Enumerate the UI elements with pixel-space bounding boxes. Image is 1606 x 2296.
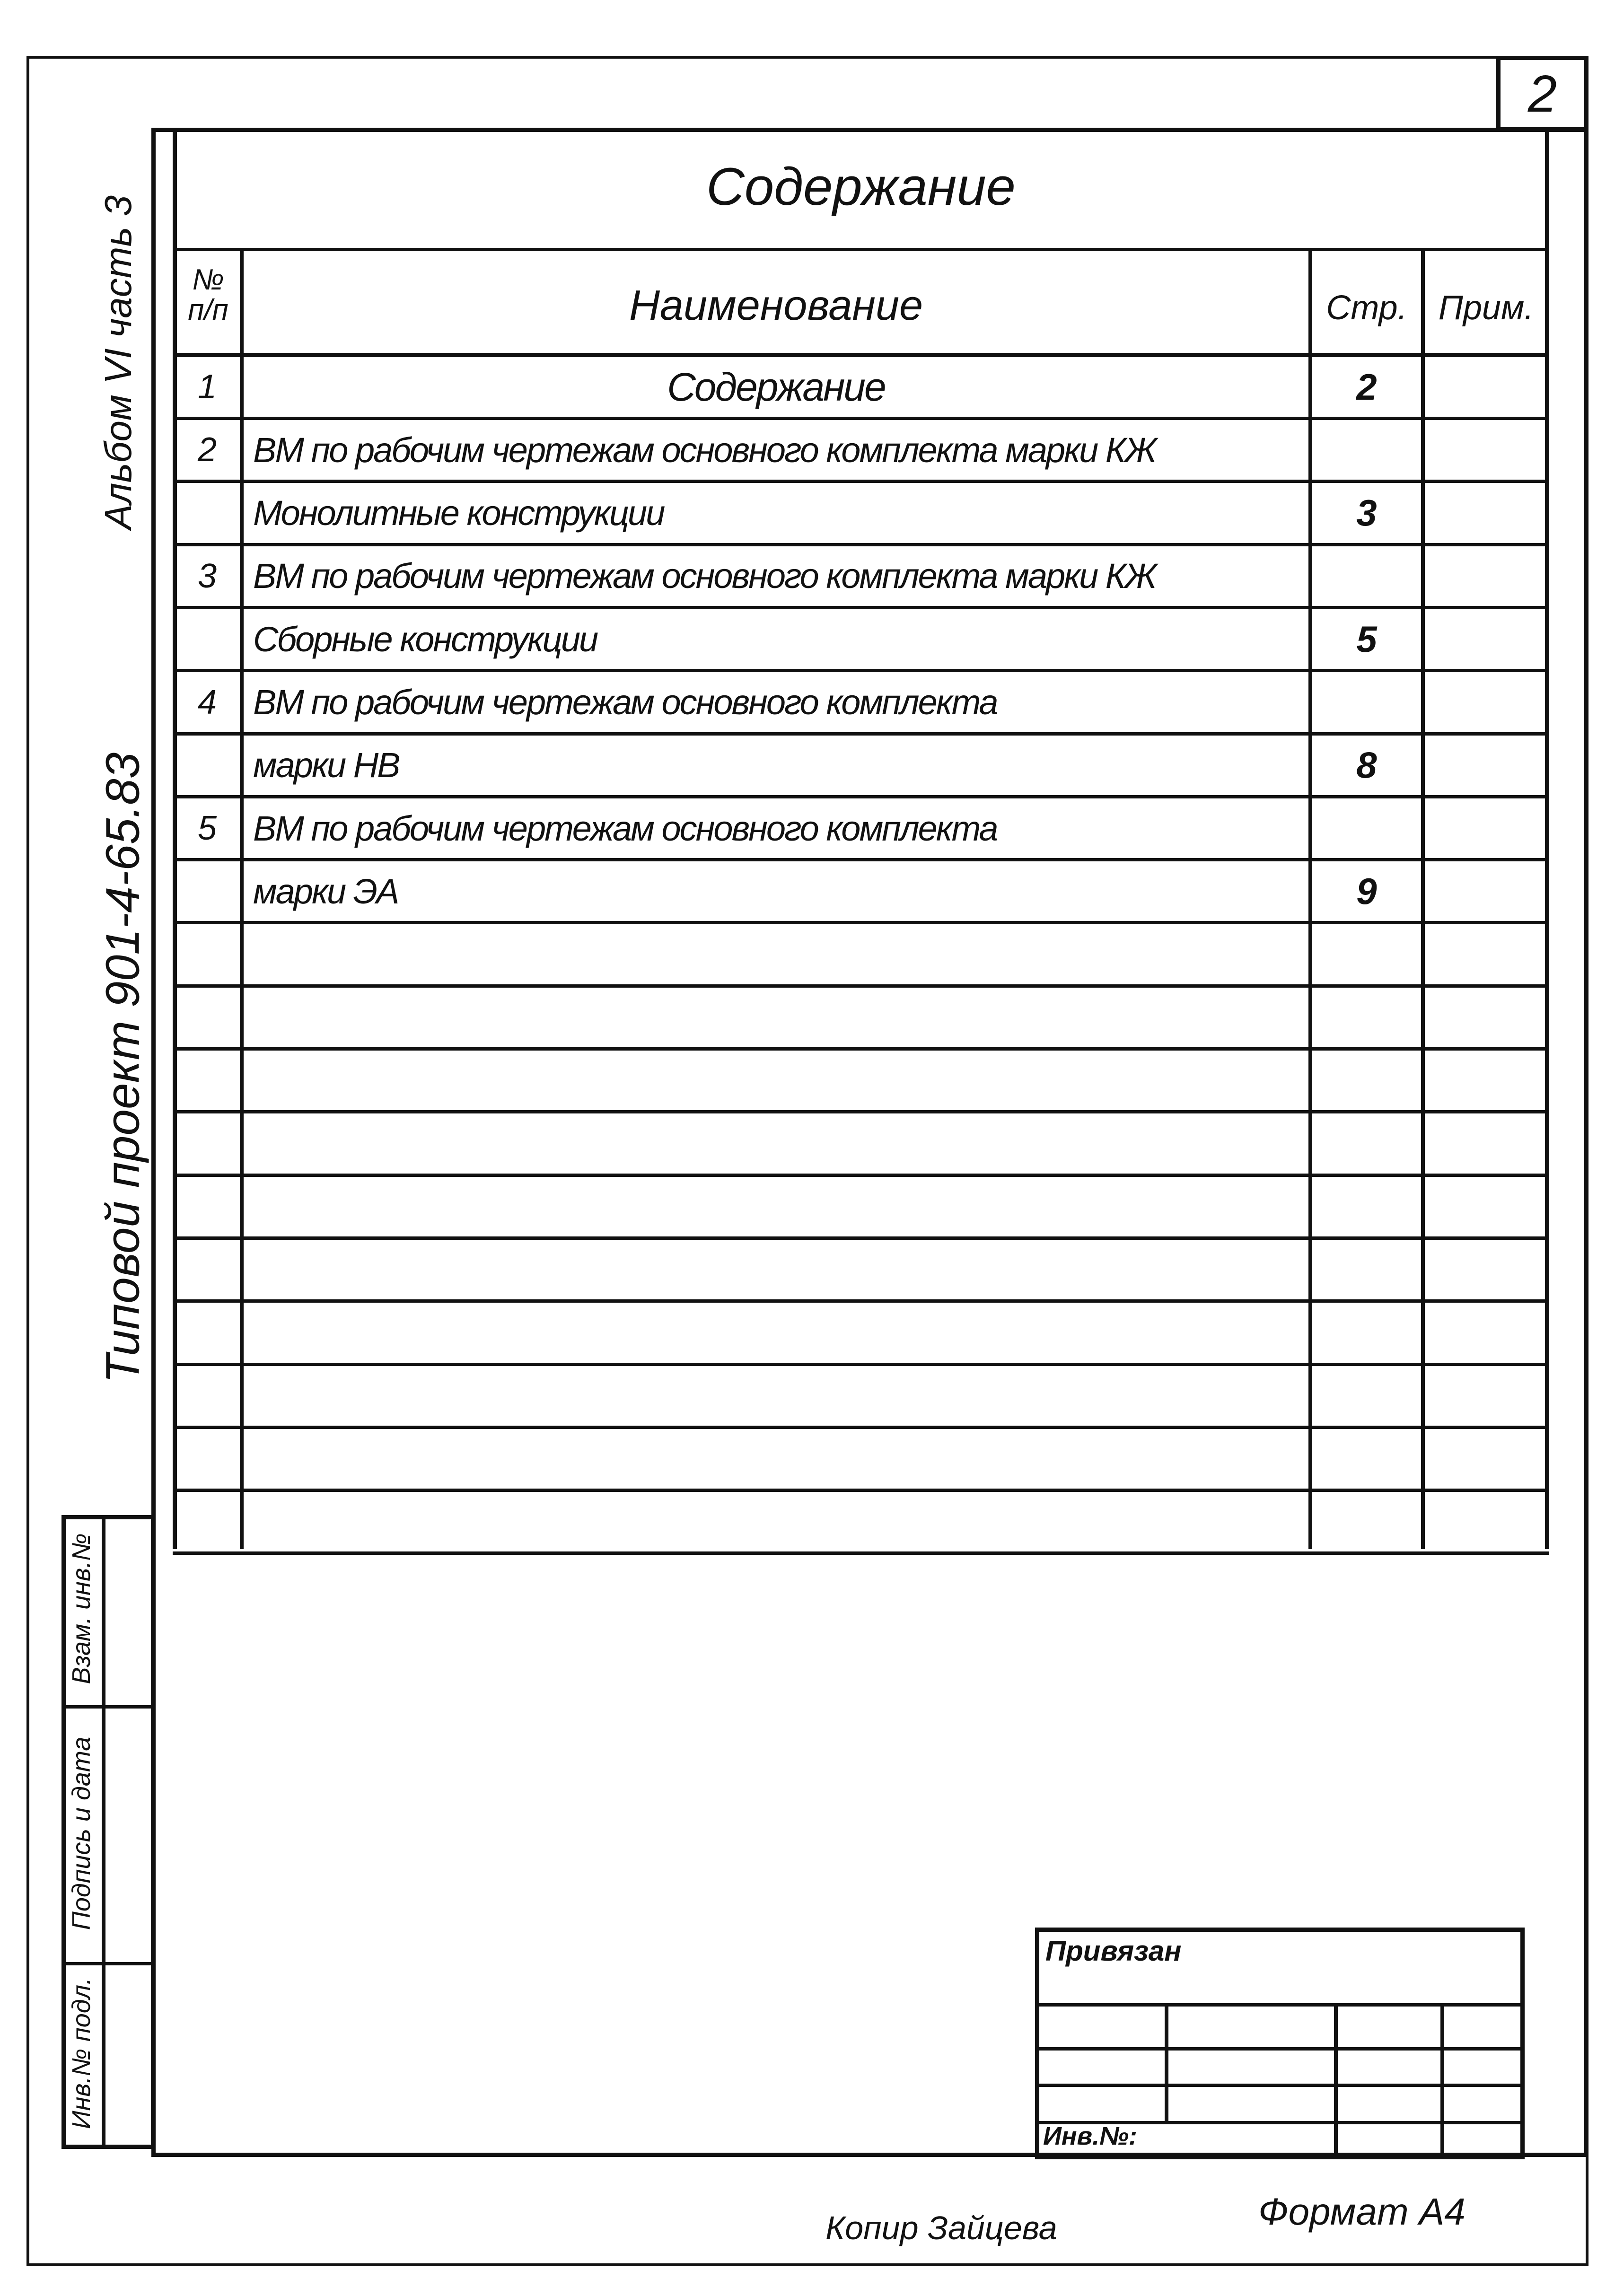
row-num bbox=[173, 1366, 242, 1426]
row-page bbox=[1310, 1177, 1423, 1236]
row-num bbox=[173, 1240, 242, 1299]
table-row bbox=[173, 1492, 1549, 1555]
sheet-number-box bbox=[1496, 56, 1588, 131]
row-page bbox=[1310, 546, 1423, 606]
row-num bbox=[173, 1114, 242, 1174]
row-name: ВМ по рабочим чертежам основного комплекта марки КЖ bbox=[253, 430, 1156, 470]
row-num bbox=[173, 1051, 242, 1110]
row-num bbox=[173, 925, 242, 984]
row-name: Сборные конструкции bbox=[253, 619, 597, 659]
row-num bbox=[173, 1429, 242, 1489]
row-page: 8 bbox=[1356, 744, 1377, 786]
stamp-col bbox=[1165, 2003, 1168, 2124]
row-num: 1 bbox=[197, 368, 217, 406]
title-divider bbox=[173, 248, 1549, 251]
row-num bbox=[173, 861, 242, 921]
row-page bbox=[1310, 1492, 1423, 1551]
header-name: Наименование bbox=[629, 282, 923, 329]
row-num bbox=[173, 736, 242, 795]
row-num bbox=[173, 988, 242, 1047]
row-name: ВМ по рабочим чертежам основного комплекта марки КЖ bbox=[253, 556, 1156, 596]
row-num: 5 bbox=[197, 809, 217, 848]
row-name: Содержание bbox=[667, 364, 885, 409]
table-row bbox=[173, 988, 1549, 1051]
format-label: Формат А4 bbox=[1258, 2191, 1466, 2233]
row-num bbox=[173, 483, 242, 543]
table-row bbox=[173, 1051, 1549, 1113]
row-num bbox=[173, 1492, 242, 1551]
table-row bbox=[173, 925, 1549, 988]
inv-no-label: Инв.№: bbox=[1043, 2122, 1137, 2150]
row-page: 9 bbox=[1356, 870, 1377, 912]
table-row bbox=[173, 357, 1549, 420]
stamp-col bbox=[1440, 2003, 1444, 2157]
header-divider bbox=[173, 353, 1549, 357]
stamp-line bbox=[1035, 2047, 1525, 2051]
row-page bbox=[1310, 1303, 1423, 1363]
table-row bbox=[173, 798, 1549, 861]
row-name: марки НВ bbox=[253, 745, 399, 785]
header-note: Прим. bbox=[1438, 289, 1534, 327]
table-row bbox=[173, 1429, 1549, 1492]
row-page bbox=[1310, 1366, 1423, 1426]
row-page bbox=[1310, 1429, 1423, 1489]
copier-label: Копир Зайцева bbox=[825, 2209, 1057, 2246]
stamp-line bbox=[1035, 2084, 1525, 2087]
row-name: марки ЭА bbox=[253, 871, 398, 911]
row-page bbox=[1310, 925, 1423, 984]
table-title: Содержание bbox=[706, 157, 1016, 216]
row-page bbox=[1310, 1114, 1423, 1174]
table-row bbox=[173, 1114, 1549, 1177]
table-row bbox=[173, 736, 1549, 798]
album-label: Альбом VI часть 3 bbox=[97, 195, 139, 530]
header-page: Стр. bbox=[1326, 289, 1407, 327]
project-label: Типовой проект 901-4-65.83 bbox=[96, 752, 149, 1384]
stamp-line bbox=[1035, 2003, 1525, 2007]
row-name: ВМ по рабочим чертежам основного комплекта bbox=[253, 683, 997, 722]
row-page: 3 bbox=[1356, 492, 1377, 534]
stamp-col bbox=[1334, 2003, 1338, 2157]
table-row bbox=[173, 483, 1549, 546]
row-page bbox=[1310, 420, 1423, 480]
row-page: 2 bbox=[1356, 366, 1377, 408]
attached-label: Привязан bbox=[1045, 1935, 1182, 1967]
row-num bbox=[173, 609, 242, 669]
table-row bbox=[173, 1303, 1549, 1366]
row-num: 4 bbox=[197, 683, 217, 721]
row-num bbox=[173, 1303, 242, 1363]
left-stamp-inner-line bbox=[102, 1515, 105, 2149]
header-num: № п/п bbox=[188, 263, 228, 326]
table-row bbox=[173, 1240, 1549, 1303]
table-row bbox=[173, 1366, 1549, 1429]
row-page: 5 bbox=[1356, 618, 1377, 660]
row-page bbox=[1310, 798, 1423, 858]
sheet-number: 2 bbox=[1527, 64, 1557, 123]
row-page bbox=[1310, 673, 1423, 732]
table-row bbox=[173, 1177, 1549, 1240]
row-page bbox=[1310, 1240, 1423, 1299]
table-row bbox=[173, 861, 1549, 924]
replace-inv-label: Взам. инв.№ bbox=[67, 1533, 96, 1684]
row-num bbox=[173, 1177, 242, 1236]
table-row bbox=[173, 546, 1549, 609]
row-num: 3 bbox=[197, 557, 217, 595]
row-name: Монолитные конструкции bbox=[253, 493, 664, 533]
row-num: 2 bbox=[197, 431, 217, 469]
inv-orig-label: Инв.№ подл. bbox=[67, 1977, 96, 2129]
row-page bbox=[1310, 988, 1423, 1047]
table-row bbox=[173, 609, 1549, 672]
row-name: ВМ по рабочим чертежам основного комплекта bbox=[253, 808, 997, 848]
row-page bbox=[1310, 1051, 1423, 1110]
sign-date-label: Подпись и дата bbox=[67, 1736, 96, 1930]
table-row bbox=[173, 673, 1549, 736]
table-row bbox=[173, 420, 1549, 483]
